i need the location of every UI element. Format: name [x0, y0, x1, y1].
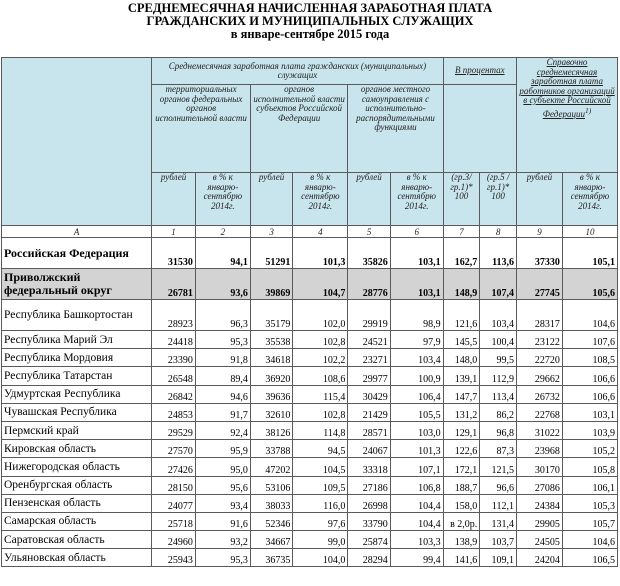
- header-group-percent: В процентах: [443, 58, 516, 85]
- header-territorial: территориальных органов федеральных органов исполнительной власти: [152, 85, 251, 173]
- table-row: [2, 440, 618, 458]
- header-pct-4: в % к январю-сентябрю 2014г.: [293, 173, 348, 226]
- value-cell: 105,5: [390, 403, 443, 421]
- value-cell: 91,6: [195, 512, 250, 530]
- table-row: [2, 531, 618, 549]
- value-cell: 106,4: [390, 385, 443, 403]
- page-title: [0, 0, 620, 41]
- value-cell: 39869: [250, 269, 292, 300]
- region-name: Ульяновская область: [2, 549, 152, 567]
- value-cell: 29662: [517, 367, 563, 385]
- value-cell: 26998: [348, 494, 390, 512]
- value-cell: 23390: [152, 349, 196, 367]
- value-cell: 113,4: [480, 385, 517, 403]
- value-cell: 103,0: [390, 421, 443, 439]
- value-cell: 26781: [152, 269, 196, 300]
- value-cell: 138,9: [443, 531, 480, 549]
- value-cell: 38126: [250, 421, 292, 439]
- value-cell: 100,9: [390, 367, 443, 385]
- value-cell: 131,2: [443, 403, 480, 421]
- value-cell: 36920: [250, 367, 292, 385]
- value-cell: 105,8: [562, 458, 617, 476]
- value-cell: 103,9: [562, 421, 617, 439]
- column-index: 5: [348, 226, 390, 238]
- value-cell: 94,6: [195, 385, 250, 403]
- value-cell: 24960: [152, 531, 196, 549]
- value-cell: 35826: [348, 238, 390, 269]
- value-cell: 147,7: [443, 385, 480, 403]
- title-line-3: в январе-сентябре 2015 года: [230, 27, 390, 41]
- value-cell: 105,6: [562, 269, 617, 300]
- region-name: Пермский край: [2, 421, 152, 439]
- region-name: Республика Марий Эл: [2, 331, 152, 349]
- value-cell: 102,2: [293, 349, 348, 367]
- column-index: 7: [443, 226, 480, 238]
- value-cell: 103,3: [390, 531, 443, 549]
- region-header: [2, 58, 152, 226]
- value-cell: 139,1: [443, 367, 480, 385]
- value-cell: 51291: [250, 238, 292, 269]
- value-cell: 105,1: [562, 238, 617, 269]
- header-rub-9: рублей: [517, 173, 563, 226]
- column-index: 2: [195, 226, 250, 238]
- value-cell: 35179: [250, 300, 292, 331]
- table-row: [2, 421, 618, 439]
- header-group-reference: Справочно среднемесячная заработная плата работников организаций в субъекте Российской Федерации$^{1)}$: [517, 58, 618, 173]
- value-cell: 21429: [348, 403, 390, 421]
- value-cell: 107,1: [390, 458, 443, 476]
- value-cell: 145,5: [443, 331, 480, 349]
- value-cell: 29977: [348, 367, 390, 385]
- value-cell: 30170: [517, 458, 563, 476]
- region-name: Республика Татарстан: [2, 367, 152, 385]
- value-cell: 53106: [250, 476, 292, 494]
- value-cell: 28294: [348, 549, 390, 567]
- region-name: Самарская область: [2, 512, 152, 530]
- value-cell: 31530: [152, 238, 196, 269]
- value-cell: 33788: [250, 440, 292, 458]
- column-index: 10: [562, 226, 617, 238]
- value-cell: 162,7: [443, 238, 480, 269]
- value-cell: 99,5: [480, 349, 517, 367]
- value-cell: 91,8: [195, 349, 250, 367]
- value-cell: 108,5: [562, 349, 617, 367]
- value-cell: 99,4: [390, 549, 443, 567]
- table-row: [2, 238, 618, 269]
- value-cell: 91,7: [195, 403, 250, 421]
- value-cell: 112,9: [480, 367, 517, 385]
- value-cell: 33318: [348, 458, 390, 476]
- value-cell: 109,1: [480, 549, 517, 567]
- value-cell: 104,7: [293, 269, 348, 300]
- value-cell: 22768: [517, 403, 563, 421]
- value-cell: 115,4: [293, 385, 348, 403]
- value-cell: 101,3: [390, 440, 443, 458]
- value-cell: 93,6: [195, 269, 250, 300]
- value-cell: 100,4: [480, 331, 517, 349]
- value-cell: 104,4: [390, 494, 443, 512]
- column-index: 9: [517, 226, 563, 238]
- value-cell: 105,3: [562, 494, 617, 512]
- value-cell: 25874: [348, 531, 390, 549]
- value-cell: 24077: [152, 494, 196, 512]
- value-cell: 35538: [250, 331, 292, 349]
- value-cell: 23122: [517, 331, 563, 349]
- value-cell: 28571: [348, 421, 390, 439]
- value-cell: 103,4: [480, 300, 517, 331]
- value-cell: 27086: [517, 476, 563, 494]
- value-cell: 52346: [250, 512, 292, 530]
- value-cell: 29529: [152, 421, 196, 439]
- value-cell: 108,6: [293, 367, 348, 385]
- value-cell: 101,3: [293, 238, 348, 269]
- header-pct-2: в % к январю-сентябрю 2014г.: [195, 173, 250, 226]
- value-cell: 34667: [250, 531, 292, 549]
- value-cell: 109,5: [293, 476, 348, 494]
- value-cell: 188,7: [443, 476, 480, 494]
- value-cell: 131,4: [480, 512, 517, 530]
- value-cell: 106,8: [390, 476, 443, 494]
- value-cell: 95,0: [195, 458, 250, 476]
- value-cell: 95,3: [195, 331, 250, 349]
- value-cell: 104,4: [390, 512, 443, 530]
- table-row: [2, 403, 618, 421]
- value-cell: 113,6: [480, 238, 517, 269]
- table-row: [2, 367, 618, 385]
- value-cell: 103,1: [562, 403, 617, 421]
- value-cell: 24505: [517, 531, 563, 549]
- value-cell: 24418: [152, 331, 196, 349]
- table-row: [2, 349, 618, 367]
- value-cell: 106,6: [562, 385, 617, 403]
- value-cell: 28923: [152, 300, 196, 331]
- value-cell: 103,7: [480, 531, 517, 549]
- value-cell: 26842: [152, 385, 196, 403]
- value-cell: 24384: [517, 494, 563, 512]
- column-index: 1: [152, 226, 196, 238]
- value-cell: 22720: [517, 349, 563, 367]
- value-cell: 29919: [348, 300, 390, 331]
- value-cell: 93,4: [195, 494, 250, 512]
- region-name: Республика Башкортостан: [2, 300, 152, 331]
- value-cell: 102,8: [293, 403, 348, 421]
- table-row: [2, 549, 618, 567]
- column-index: А: [2, 226, 152, 238]
- value-cell: 24853: [152, 403, 196, 421]
- region-name: Пензенская область: [2, 494, 152, 512]
- value-cell: 33790: [348, 512, 390, 530]
- value-cell: 89,4: [195, 367, 250, 385]
- value-cell: 107,6: [562, 331, 617, 349]
- header-percent-blank: [443, 85, 516, 173]
- value-cell: 107,4: [480, 269, 517, 300]
- value-cell: 129,1: [443, 421, 480, 439]
- region-name: Нижегородская область: [2, 458, 152, 476]
- header-pct-10: в % к январю-сентябрю 2014г.: [562, 173, 617, 226]
- table-row: [2, 512, 618, 530]
- value-cell: 122,6: [443, 440, 480, 458]
- value-cell: 104,5: [293, 458, 348, 476]
- table-body: [2, 238, 618, 567]
- value-cell: 28150: [152, 476, 196, 494]
- value-cell: 98,9: [390, 300, 443, 331]
- value-cell: 106,5: [562, 549, 617, 567]
- title-line-1: СРЕДНЕМЕСЯЧНАЯ НАЧИСЛЕННАЯ ЗАРАБОТНАЯ ПЛАТА: [127, 1, 493, 15]
- value-cell: 121,6: [443, 300, 480, 331]
- value-cell: 158,0: [443, 494, 480, 512]
- value-cell: 97,9: [390, 331, 443, 349]
- value-cell: 26732: [517, 385, 563, 403]
- table-row: [2, 385, 618, 403]
- value-cell: 26548: [152, 367, 196, 385]
- value-cell: 27426: [152, 458, 196, 476]
- column-index: 4: [293, 226, 348, 238]
- value-cell: в 2,0р.: [443, 512, 480, 530]
- value-cell: 47202: [250, 458, 292, 476]
- value-cell: 96,3: [195, 300, 250, 331]
- salary-table: [1, 57, 618, 567]
- value-cell: 96,8: [480, 421, 517, 439]
- value-cell: 116,0: [293, 494, 348, 512]
- value-cell: 172,1: [443, 458, 480, 476]
- region-name: Удмуртская Республика: [2, 385, 152, 403]
- value-cell: 27745: [517, 269, 563, 300]
- value-cell: 112,1: [480, 494, 517, 512]
- value-cell: 38033: [250, 494, 292, 512]
- value-cell: 37330: [517, 238, 563, 269]
- column-index-row: [2, 226, 618, 238]
- value-cell: 25718: [152, 512, 196, 530]
- value-cell: 104,6: [562, 300, 617, 331]
- region-name: Кировская область: [2, 440, 152, 458]
- table-row: [2, 269, 618, 300]
- region-name: Оренбургская область: [2, 476, 152, 494]
- value-cell: 32610: [250, 403, 292, 421]
- value-cell: 94,5: [293, 440, 348, 458]
- header-rub-3: рублей: [250, 173, 292, 226]
- value-cell: 28776: [348, 269, 390, 300]
- value-cell: 27186: [348, 476, 390, 494]
- value-cell: 106,6: [562, 367, 617, 385]
- value-cell: 27570: [152, 440, 196, 458]
- value-cell: 104,0: [293, 549, 348, 567]
- table-row: [2, 458, 618, 476]
- header-executive: органов исполнительной власти субъектов Российской Федерации: [250, 85, 347, 173]
- column-index: 3: [250, 226, 292, 238]
- header-pct-6: в % к январю-сентябрю 2014г.: [390, 173, 443, 226]
- header-rub-5: рублей: [348, 173, 390, 226]
- value-cell: 87,3: [480, 440, 517, 458]
- value-cell: 121,5: [480, 458, 517, 476]
- table-row: [2, 494, 618, 512]
- value-cell: 148,0: [443, 349, 480, 367]
- value-cell: 148,9: [443, 269, 480, 300]
- value-cell: 95,9: [195, 440, 250, 458]
- region-name: Республика Мордовия: [2, 349, 152, 367]
- value-cell: 39636: [250, 385, 292, 403]
- value-cell: 103,1: [390, 238, 443, 269]
- value-cell: 25943: [152, 549, 196, 567]
- value-cell: 93,2: [195, 531, 250, 549]
- value-cell: 102,8: [293, 331, 348, 349]
- value-cell: 24204: [517, 549, 563, 567]
- header-ratio-7: (гр.3/ гр.1)* 100: [443, 173, 480, 226]
- value-cell: 141,6: [443, 549, 480, 567]
- value-cell: 106,1: [562, 476, 617, 494]
- region-name: Российская Федерация: [2, 238, 152, 269]
- table-row: [2, 300, 618, 331]
- value-cell: 36735: [250, 549, 292, 567]
- value-cell: 34618: [250, 349, 292, 367]
- header-group-main: Среднемесячная заработная плата гражданских (муниципальных) служащих: [152, 58, 443, 85]
- value-cell: 28317: [517, 300, 563, 331]
- header-local: органов местного самоуправления с исполнительно-распорядительными функциями: [348, 85, 443, 173]
- region-name: Саратовская область: [2, 531, 152, 549]
- value-cell: 105,7: [562, 512, 617, 530]
- value-cell: 29905: [517, 512, 563, 530]
- value-cell: 31022: [517, 421, 563, 439]
- value-cell: 24067: [348, 440, 390, 458]
- value-cell: 24521: [348, 331, 390, 349]
- column-index: 8: [480, 226, 517, 238]
- region-name: Чувашская Республика: [2, 403, 152, 421]
- region-name: Приволжский федеральный округ: [2, 269, 152, 300]
- value-cell: 86,2: [480, 403, 517, 421]
- value-cell: 95,3: [195, 549, 250, 567]
- header-ratio-8: (гр.5 / гр.1)* 100: [480, 173, 517, 226]
- value-cell: 95,6: [195, 476, 250, 494]
- value-cell: 97,6: [293, 512, 348, 530]
- table-row: [2, 331, 618, 349]
- value-cell: 103,1: [390, 269, 443, 300]
- value-cell: 23968: [517, 440, 563, 458]
- title-line-2: ГРАЖДАНСКИХ И МУНИЦИПАЛЬНЫХ СЛУЖАЩИХ: [146, 14, 474, 28]
- column-index: 6: [390, 226, 443, 238]
- table-row: [2, 476, 618, 494]
- header-rub-1: рублей: [152, 173, 196, 226]
- value-cell: 99,0: [293, 531, 348, 549]
- value-cell: 105,2: [562, 440, 617, 458]
- value-cell: 104,6: [562, 531, 617, 549]
- value-cell: 96,6: [480, 476, 517, 494]
- value-cell: 103,4: [390, 349, 443, 367]
- value-cell: 30429: [348, 385, 390, 403]
- value-cell: 92,4: [195, 421, 250, 439]
- value-cell: 102,0: [293, 300, 348, 331]
- value-cell: 94,1: [195, 238, 250, 269]
- value-cell: 114,8: [293, 421, 348, 439]
- value-cell: 23271: [348, 349, 390, 367]
